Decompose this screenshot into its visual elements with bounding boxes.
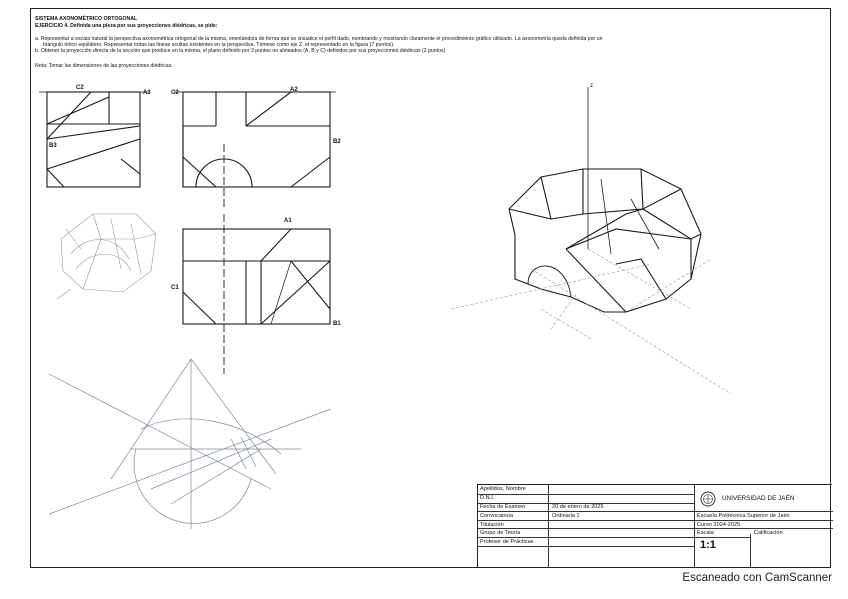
label-c2-elevation: C2: [171, 90, 179, 96]
elevation-view: [174, 92, 336, 209]
label-b1: B1: [333, 321, 341, 327]
row-label-call: Convocatoria: [480, 513, 513, 519]
row-label-exam-date: Fecha de Examen: [480, 504, 526, 510]
exam-sheet: [30, 8, 831, 568]
construction-lines: [49, 359, 331, 529]
row-label-degree: Titulación: [480, 522, 504, 528]
task-a-line2: triángulo órtico equilátero. Representar todas las líneas ocultas existentes en la perspectiva. Tómese como eje Z, el representado en la figura (7 puntos).: [43, 42, 395, 48]
label-c2: C2: [76, 85, 84, 91]
row-label-name: Apellidos, Nombre: [480, 486, 526, 492]
profile-view: [39, 92, 149, 187]
scale-label: Escala: [697, 530, 714, 536]
note: Nota: Tomar las dimensiones de las proyecciones diédricas.: [35, 63, 173, 69]
row-label-practice-teacher: Profesor de Prácticas: [480, 539, 534, 545]
exercise-title: EJERCICIO 4. Definida una pieza por sus proyecciones diédricas, se pide:: [35, 23, 218, 29]
title-block: [477, 484, 832, 567]
label-z-axis: z: [590, 83, 593, 89]
row-label-theory-group: Grupo de Teoría: [480, 530, 521, 536]
school-name: Escuela Politécnica Superior de Jaén: [697, 513, 790, 519]
topic-title: SISTEMA AXONOMÉTRICO ORTOGONAL: [35, 16, 138, 22]
row-label-dni: D.N.I.: [480, 495, 495, 501]
axonometric-hidden-lines: [451, 249, 731, 394]
task-b: b. Obtener la proyección directa de la sección que produce en la misma, el plano definido por 3 puntos no alineados (A, B y C) definidos por sus proyecciones diédricas (2 puntos): [35, 48, 446, 54]
label-a1: A1: [284, 218, 292, 224]
university-name: UNIVERSIDAD DE JAÉN: [722, 495, 795, 502]
label-a2: A2: [290, 87, 298, 93]
label-c1: C1: [171, 285, 179, 291]
task-a-line1: a. Representar a escala natural la perspectiva axonométrica ortogonal de la misma, orientándola de forma que se visualice el perfil dado, nombrando y mostrando claramente el procedimiento gráfico utilizado. La axonometría queda definida por un: [35, 36, 603, 42]
label-b2: B2: [333, 139, 341, 145]
scale-value: 1:1: [700, 539, 716, 551]
exam-date-value: 20 de enero de 2025: [552, 504, 604, 510]
label-a3: A3: [143, 90, 151, 96]
call-value: Ordinaria 1: [552, 513, 580, 519]
label-b3: B3: [49, 143, 57, 149]
pencil-sketch: [57, 214, 156, 299]
axonometric-view: [509, 87, 701, 312]
grade-label: Calificación: [754, 530, 783, 536]
scanner-watermark: Escaneado con CamScanner: [682, 572, 832, 584]
plan-view: [183, 214, 330, 374]
university-seal-icon: [700, 491, 716, 507]
course: Curso 2024-2025: [697, 522, 741, 528]
